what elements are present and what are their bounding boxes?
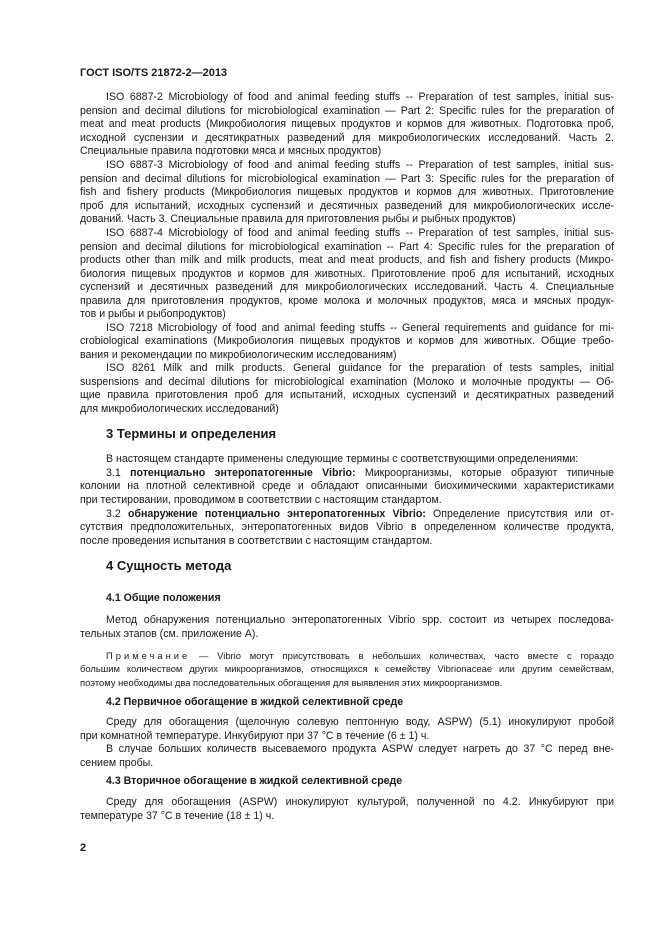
- paragraph-line: щие правила приготовления проб для испытаний, исходных суспензий и десятикратных разведений: [80, 389, 614, 401]
- paragraph-line: дований. Часть 3. Специальные правила для приготовления рыбы и рыбных продуктов): [80, 213, 516, 225]
- section-heading: 4.1 Общие положения: [106, 592, 221, 604]
- paragraph-line: температуре 37 °C в течение (18 ± 1) ч.: [80, 810, 275, 822]
- term-label: обнаружение потенциально энтеропатогенных Vibrio:: [127, 508, 426, 520]
- paragraph-line: ISO 8261 Milk and milk products. General guidance for the preparation of tests samples, initial: [106, 362, 614, 374]
- paragraph-line: crobiological examinations (Микробиология пищевых продуктов и кормов для животных. Общие требо-: [80, 335, 614, 347]
- paragraph-line: Среду для обогащения (ASPW) инокулируют культурой, полученной по 4.2. Инкубируют при: [106, 796, 614, 808]
- paragraph-line: ISO 7218 Microbiology of food and animal feeding stuffs -- General requirements and guidance for mi-: [106, 322, 614, 334]
- page-number: 2: [80, 842, 87, 854]
- paragraph-line: сутствия предположительных, энтеропатогенных видов Vibrio в определенном количестве продукта,: [80, 521, 614, 533]
- paragraph-line: Среду для обогащения (щелочную солевую пептонную воду, ASPW) (5.1) инокулируют пробой: [106, 716, 614, 728]
- paragraph-line: В настоящем стандарте применены следующие термины с соответствующими определениями:: [106, 453, 579, 465]
- note-line: [106, 649, 614, 662]
- paragraph-line: pension and decimal dilutions for microbiological examination — Part 3: Specific rules for the preparation of: [80, 173, 614, 185]
- paragraph-line: meat and meat products (Микробиология пищевых продуктов и кормов для животных. Подготовка проб,: [80, 118, 614, 130]
- paragraph-line: products other than milk and milk products, meat and meat products, and fish and fishery products (Микро-: [80, 254, 614, 266]
- paragraph-line: fish and fishery products (Микробиология пищевых продуктов и кормов для животных. Приготовление: [80, 186, 614, 198]
- paragraph-line: ISO 6887-3 Microbiology of food and animal feeding stuffs -- Preparation of test samples, initial sus-: [106, 159, 614, 171]
- note-line: поэтому необходимы два последовательных обогащения для выявления этих микроорганизмов.: [80, 677, 503, 688]
- paragraph-line: биология пищевых продуктов и кормов для животных. Приготовление проб для испытаний, исходных: [80, 268, 614, 280]
- paragraph-line: Специальные правила подготовки мяса и мясных продуктов): [80, 145, 382, 157]
- paragraph-line: при комнатной температуре. Инкубируют при 37 °C в течение (6 ± 1) ч.: [80, 730, 430, 742]
- text-segment: Определение присутствия или от-: [425, 508, 614, 520]
- paragraph-line: ISO 6887-4 Microbiology of food and animal feeding stuffs -- Preparation of test samples, initial sus-: [106, 227, 614, 239]
- paragraph-line: [106, 467, 614, 480]
- paragraph-line: ISO 6887-2 Microbiology of food and animal feeding stuffs -- Preparation of test samples, initial sus-: [106, 91, 614, 103]
- paragraph-line: тельных этапов (см. приложение А).: [80, 628, 259, 640]
- section-heading: 4.3 Вторичное обогащение в жидкой селективной среде: [106, 775, 403, 787]
- paragraph-line: проб для испытаний, исходных суспензий и десятичных разведений для микробиологических иссле-: [80, 200, 614, 212]
- text-segment: 3.1: [106, 467, 131, 479]
- note-label: Примечание: [106, 650, 191, 661]
- section-heading: 4 Сущность метода: [106, 558, 232, 573]
- document-header: ГОСТ ISO/TS 21872-2—2013: [80, 67, 228, 79]
- paragraph-line: суспензий и десятичных разведений для микробиологических исследований. Часть 4. Специальные: [80, 281, 614, 293]
- paragraph-line: [106, 508, 614, 521]
- paragraph-line: при тестировании, проводимом в соответствии с настоящим стандартом.: [80, 494, 442, 506]
- section-heading: 4.2 Первичное обогащение в жидкой селективной среде: [106, 696, 404, 708]
- text-segment: — Vibrio могут присутствовать в небольших количествах, часто вместе с гораздо: [190, 650, 614, 661]
- paragraph-line: правила для приготовления продуктов, кроме молока и молочных продуктов, мяса и мясных продук-: [80, 295, 614, 307]
- paragraph-line: вания и рекомендации по микробиологическим исследованиям): [80, 349, 397, 361]
- term-label: потенциально энтеропатогенные Vibrio:: [130, 467, 356, 479]
- paragraph-line: suspensions and decimal dilutions for microbiological examination (Молоко и молочные продукты — Об-: [80, 376, 614, 388]
- paragraph-line: Метод обнаружения потенциально энтеропатогенных Vibrio spp. состоит из четырех последова-: [106, 614, 614, 626]
- paragraph-line: исходной суспензии и десятикратных разведений для микробиологических исследований. Часть 2.: [80, 132, 614, 144]
- paragraph-line: после проведения испытания в соответствии с настоящим стандартом.: [80, 535, 433, 547]
- paragraph-line: В случае больших количеств высеваемого продукта ASPW следует нагреть до 37 °C перед вне-: [106, 743, 614, 755]
- paragraph-line: для микробиологических исследований): [80, 403, 279, 415]
- paragraph-line: pension and decimal dilutions for microbiological examination -- Part 4: Specific rules for the preparation of: [80, 241, 614, 253]
- text-segment: Микроорганизмы, которые образуют типичные: [355, 467, 614, 479]
- paragraph-line: колонии на плотной селективной среде и обладают описанными биохимическими характеристиками: [80, 480, 614, 492]
- paragraph-line: сением пробы.: [80, 757, 154, 769]
- text-segment: 3.2: [106, 508, 128, 520]
- section-heading: 3 Термины и определения: [106, 426, 277, 441]
- note-line: большим количеством других микроорганизмов, относящихся к семейству Vibrionaceae или другим семействам,: [80, 663, 614, 674]
- paragraph-line: pension and decimal dilutions for microbiological examination — Part 2: Specific rules for the preparation of: [80, 105, 614, 117]
- paragraph-line: тов и рыбы и рыбопродуктов): [80, 308, 226, 320]
